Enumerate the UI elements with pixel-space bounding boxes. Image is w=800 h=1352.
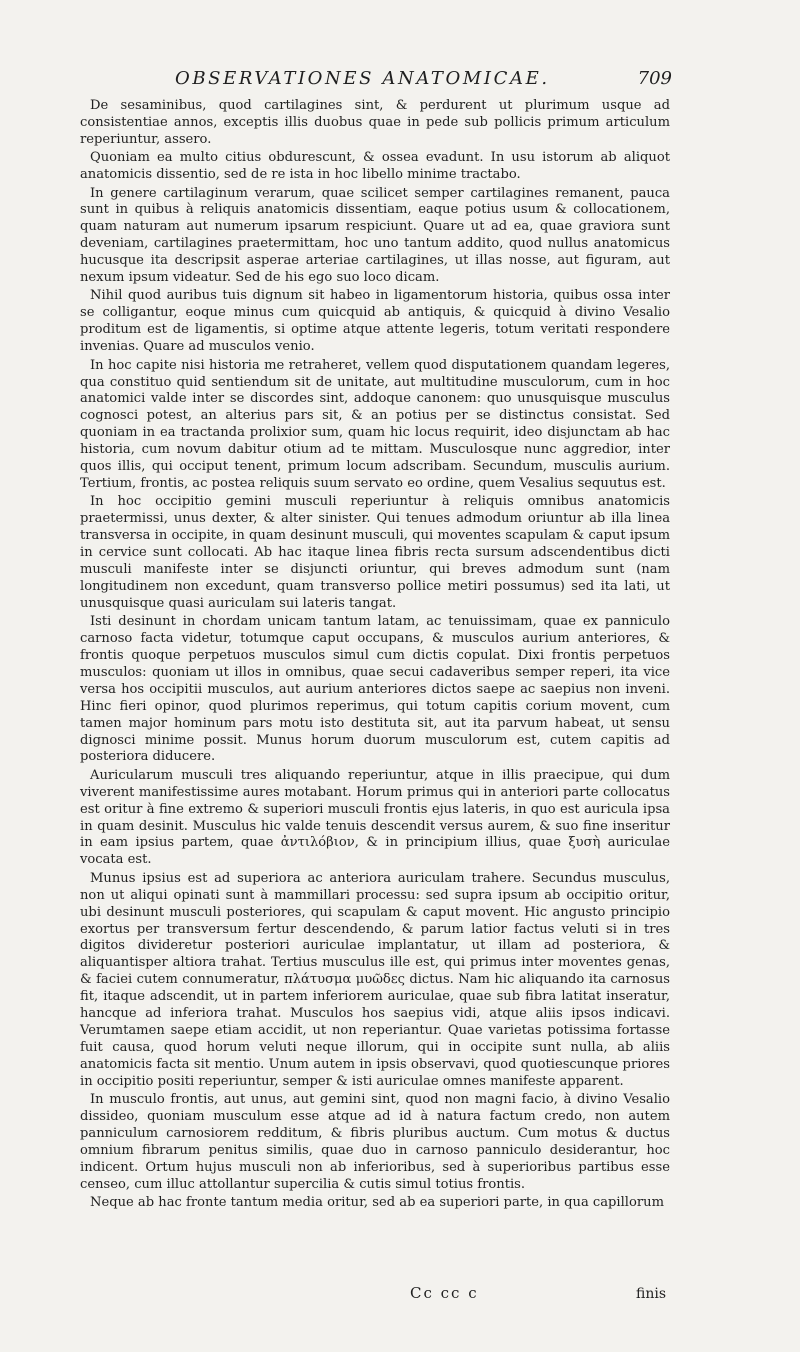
paragraph: Auricularum musculi tres aliquando reperiuntur, atque in illis praecipue, qui dum viverent manifestissime aures motabant. Horum primus qui in anteriori parte collocatus est oritur à fine extremo & superiori musculi frontis ejus lateris, in quo est auricula ipsa in quam desinit. Musculus hic valde tenuis descendit versus aurem, & suo fine inseritur in eam ipsius partem, quae ἀντιλόβιον, & in principium illius, quae ξυσὴ auriculae vocata est. xyxy=(80,767,670,868)
signature-mark: Cc cc c xyxy=(410,1284,479,1302)
paragraph: Nihil quod auribus tuis dignum sit habeo in ligamentorum historia, quibus ossa inter se colligantur, eoque minus cum quicquid ab antiquis, & quicquid à divino Vesalio proditum est de ligamentis, si optime atque attente legeris, totum veritati respondere invenias. Quare ad musculos venio. xyxy=(80,288,670,355)
paragraph: In hoc capite nisi historia me retraheret, vellem quod disputationem quandam legeres, qua constituo quid sentiendum sit de unitate, aut multitudine musculorum, cum in hoc anatomici valde inter se discordes sint, addoque canonem: quo unusquisque musculus cognosci potest, an alterius pars sit, & an potius per se distinctus consistat. Sed quoniam in ea tractanda prolixior sum, quam hic locus requirit, ideo disjunctam ab hac historia, cum novum dabitur otium ad te mittam. Musculosque nunc aggredior, inter quos illis, qui occiput tenent, primum locum adscribam. Secundum, musculis aurium. Tertium, frontis, ac postea reliquis suum servato eo ordine, quem Vesalius sequutus est. xyxy=(80,357,670,491)
paragraph: In musculo frontis, aut unus, aut gemini sint, quod non magni facio, à divino Vesalio dissideo, quoniam musculum esse atque ad id à natura factum credo, non autem panniculum carnosiorem redditum, & fibris pluribus auctum. Cum motus & ductus omnium fibrarum penitus similis, quae duo in carnoso panniculo desiderantur, hoc indicent. Ortum hujus musculi non ab inferioribus, sed à superioribus partibus esse censeo, cum illuc attollantur supercilia & cutis simul totius frontis. xyxy=(80,1092,670,1192)
paragraph: Munus ipsius est ad superiora ac anteriora auriculam trahere. Secundus musculus, non ut aliqui opinati sunt à mammillari processu: sed supra ipsum ab occipitio oritur, ubi desinunt musculi posteriores, qui scapulam & caput movent. Hic angusto principio exortus per transversum fertur descendendo, & parum latior factus veluti si in tres digitos divideretur posteriori auriculae implantatur, ut illam ad posteriora, & aliquantisper altiora trahat. Tertius musculus ille est, qui primus inter moventes genas, & faciei cutem connumeratur, πλάτυσμα μυῶδες dictus. Nam hic aliquando ita carnosus fit, itaque adscendit, ut in partem inferiorem auriculae, quae sub fibra latitat inseratur, hancque ad inferiora trahat. Musculos hos saepius vidi, atque aliis ipsos indicavi. Verumtamen saepe etiam accidit, ut non reperiantur. Quae varietas potissima fortasse fuit causa, quod horum veluti neque illorum, qui in occipite sunt nulla, ab aliis anatomicis facta sit mentio. Unum autem in ipsis observavi, quod quotiescunque priores in occipitio positi reperiuntur, semper & isti auriculae omnes manifeste apparent. xyxy=(80,870,670,1089)
page-header xyxy=(80,68,670,98)
body-text xyxy=(80,98,670,1212)
catchword: finis xyxy=(636,1286,667,1302)
paragraph: Neque ab hac fronte tantum media oritur, sed ab ea superiori parte, in qua capillorum xyxy=(90,1195,664,1210)
paragraph: Isti desinunt in chordam unicam tantum latam, ac tenuissimam, quae ex panniculo carnoso facta videtur, totumque caput occupans, & musculos aurium anteriores, & frontis quoque perpetuos musculos simul cum dictis copulat. Dixi frontis perpetuos musculos: quoniam ut illos in omnibus, quae secui cadaveribus semper reperi, ita vice versa hos occipitii musculos, aut aurium anteriores dictos saepe ac saepius non inveni. Hinc fieri opinor, quod plurimos reperimus, qui totum capitis corium movent, cum tamen major hominum pars motu isto destituta sit, aut ita parvum habeat, ut sensu dignosci minime possit. Munus horum duorum musculorum est, cutem capitis ad posteriora diducere. xyxy=(80,614,670,765)
document-page xyxy=(80,68,670,1213)
paragraph: De sesaminibus, quod cartilagines sint, & perdurent ut plurimum usque ad consistentiae annos, exceptis illis duobus quae in pede sub pollicis primum articulum reperiuntur, assero. xyxy=(80,98,670,147)
paragraph: Quoniam ea multo citius obdurescunt, & ossea evadunt. In usu istorum ab aliquot anatomicis dissentio, sed de re ista in hoc libello minime tractabo. xyxy=(80,150,670,183)
page-number: 709 xyxy=(637,68,672,89)
paragraph: In hoc occipitio gemini musculi reperiuntur à reliquis omnibus anatomicis praetermissi, unus dexter, & alter sinister. Qui tenues admodum oriuntur ab illa linea transversa in occipite, in quam desinunt musculi, qui moventes scapulam & caput ipsum in cervice sunt collocati. Ab hac itaque linea fibris recta sursum adscendentibus dicti musculi manifeste inter se disjuncti oriuntur, qui breves admodum sunt (nam longitudinem non excedunt, quam transverso pollice metiri possumus) sed ita lati, ut unusquisque quasi auriculam sui lateris tangat. xyxy=(80,494,670,611)
running-title: OBSERVATIONES ANATOMICAE. xyxy=(175,68,550,89)
paragraph: In genere cartilaginum verarum, quae scilicet semper cartilagines remanent, pauca sunt in quibus à reliquis anatomicis dissentiam, eaque potius usum & collocationem, quam naturam aut numerum ipsarum respiciunt. Quare ut ad ea, quae graviora sunt deveniam, cartilagines praetermittam, hoc uno tantum addito, quod nullus anatomicus hucusque ita descripsit asperae arteriae cartilagines, ut illas nosse, aut figuram, aut nexum ipsum videatur. Sed de his ego suo loco dicam. xyxy=(80,185,670,286)
